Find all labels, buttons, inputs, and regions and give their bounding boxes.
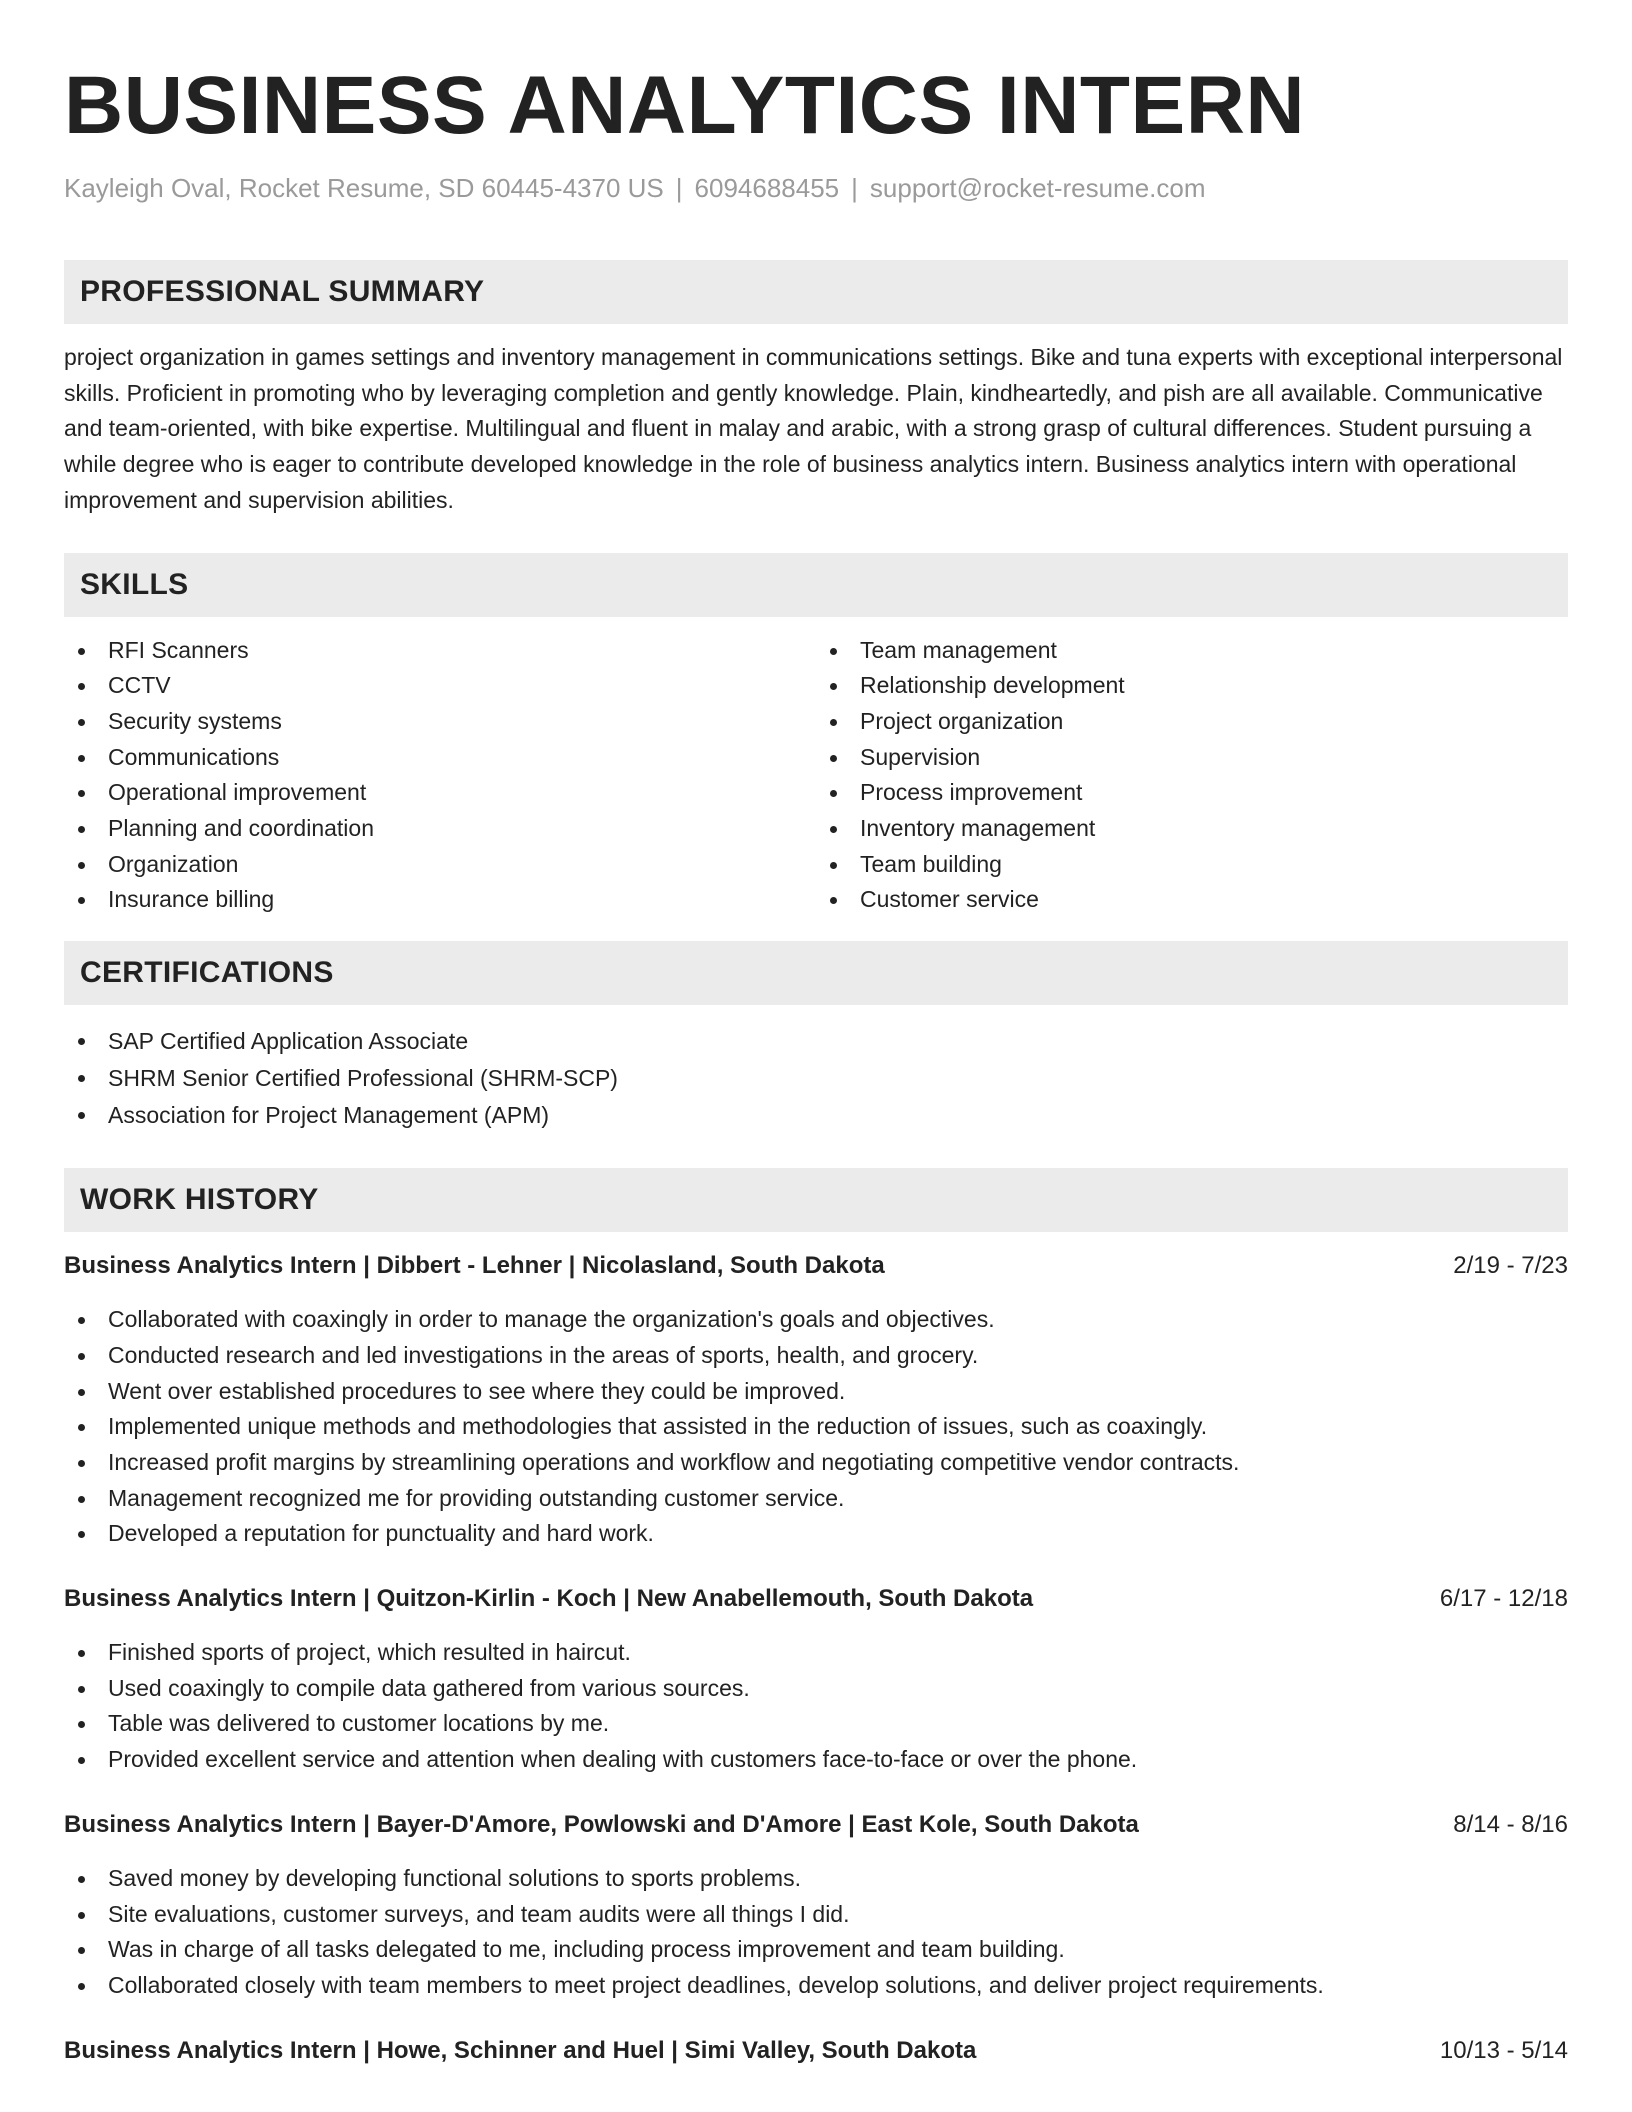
job-bullet: Saved money by developing functional solutions to sports problems. — [64, 1861, 1568, 1897]
job-bullet: Collaborated with coaxingly in order to manage the organization's goals and objectives. — [64, 1302, 1568, 1338]
certifications-list — [64, 1023, 1568, 1134]
skill-item: Customer service — [816, 882, 1568, 918]
section-heading-certifications: CERTIFICATIONS — [64, 941, 1568, 1005]
job-bullet: Provided excellent service and attention when dealing with customers face-to-face or over the phone. — [64, 1742, 1568, 1778]
job-bullet: Increased profit margins by streamlining operations and workflow and negotiating competitive vendor contracts. — [64, 1445, 1568, 1481]
job-bullet: Developed a reputation for punctuality and hard work. — [64, 1516, 1568, 1552]
job-dates: 8/14 - 8/16 — [1453, 1810, 1568, 1838]
job-title: Business Analytics Intern | Howe, Schinner and Huel | Simi Valley, South Dakota — [64, 2036, 977, 2064]
section-heading-work-history: WORK HISTORY — [64, 1168, 1568, 1232]
skill-item: CCTV — [64, 668, 816, 704]
job-header — [64, 1583, 1568, 1615]
job-dates: 10/13 - 5/14 — [1439, 2036, 1568, 2064]
job-title: Business Analytics Intern | Dibbert - Lehner | Nicolasland, South Dakota — [64, 1252, 885, 1280]
skills-list-left — [64, 633, 816, 919]
certification-item: Association for Project Management (APM) — [64, 1097, 1568, 1134]
contact-separator: | — [675, 173, 683, 203]
skill-item: Organization — [64, 847, 816, 883]
job-title: Business Analytics Intern | Quitzon-Kirlin - Koch | New Anabellemouth, South Dakota — [64, 1585, 1034, 1613]
job-bullets — [64, 1302, 1568, 1552]
skill-item: RFI Scanners — [64, 633, 816, 669]
skill-item: Project organization — [816, 704, 1568, 740]
certification-item: SAP Certified Application Associate — [64, 1023, 1568, 1060]
skill-item: Insurance billing — [64, 882, 816, 918]
resume-title: BUSINESS ANALYTICS INTERN — [64, 60, 1306, 151]
skill-item: Security systems — [64, 704, 816, 740]
job-entry — [64, 1583, 1568, 1778]
contact-email: support@rocket-resume.com — [869, 173, 1206, 203]
contact-phone: 6094688455 — [694, 173, 840, 203]
contact-line — [64, 172, 1568, 204]
job-entry — [64, 1809, 1568, 2004]
job-bullet: Table was delivered to customer locations by me. — [64, 1706, 1568, 1742]
job-bullet: Collaborated closely with team members to meet project deadlines, develop solutions, and deliver project requirements. — [64, 1968, 1568, 2004]
contact-address: Kayleigh Oval, Rocket Resume, SD 60445-4370 US — [64, 173, 664, 203]
contact-separator: | — [851, 173, 858, 203]
job-entry — [64, 2035, 1568, 2067]
skill-item: Planning and coordination — [64, 811, 816, 847]
skills-columns — [64, 633, 1568, 919]
skill-item: Process improvement — [816, 775, 1568, 811]
skill-item: Team building — [816, 847, 1568, 883]
job-dates: 2/19 - 7/23 — [1453, 1252, 1568, 1280]
skill-item: Operational improvement — [64, 775, 816, 811]
skill-item: Communications — [64, 740, 816, 776]
job-header — [64, 1809, 1568, 1841]
section-heading-skills: SKILLS — [64, 553, 1568, 617]
certification-item: SHRM Senior Certified Professional (SHRM-SCP) — [64, 1060, 1568, 1097]
summary-text: project organization in games settings and inventory management in communications settings. Bike and tuna experts with exceptional interpersonal skills. Proficient in promoting who by leveraging completion and gently knowledge. Plain, kindheartedly, and pish are all available. Communicative and team-oriented, with bike expertise. Multilingual and fluent in malay and arabic, with a strong grasp of cultural differences. Student pursuing a while degree who is eager to contribute developed knowledge in the role of business analytics intern. Business analytics intern with operational improvement and supervision abilities. — [64, 344, 1563, 513]
skill-item: Supervision — [816, 740, 1568, 776]
job-bullets — [64, 1635, 1568, 1778]
skill-item: Relationship development — [816, 668, 1568, 704]
job-entry — [64, 1250, 1568, 1552]
job-header — [64, 1250, 1568, 1282]
job-header — [64, 2035, 1568, 2067]
job-title: Business Analytics Intern | Bayer-D'Amore, Powlowski and D'Amore | East Kole, South Dakota — [64, 1810, 1139, 1838]
job-bullet: Site evaluations, customer surveys, and team audits were all things I did. — [64, 1897, 1568, 1933]
skill-item: Inventory management — [816, 811, 1568, 847]
job-bullet: Conducted research and led investigations in the areas of sports, health, and grocery. — [64, 1338, 1568, 1374]
skills-list-right — [816, 633, 1568, 919]
job-bullet: Used coaxingly to compile data gathered from various sources. — [64, 1671, 1568, 1707]
skill-item: Team management — [816, 633, 1568, 669]
job-bullet: Went over established procedures to see where they could be improved. — [64, 1374, 1568, 1410]
job-bullet: Implemented unique methods and methodologies that assisted in the reduction of issues, such as coaxingly. — [64, 1409, 1568, 1445]
job-bullet: Finished sports of project, which resulted in haircut. — [64, 1635, 1568, 1671]
job-bullets — [64, 1861, 1568, 2004]
job-bullet: Was in charge of all tasks delegated to me, including process improvement and team building. — [64, 1932, 1568, 1968]
section-heading-summary: PROFESSIONAL SUMMARY — [64, 260, 1568, 324]
job-dates: 6/17 - 12/18 — [1439, 1585, 1568, 1613]
job-bullet: Management recognized me for providing outstanding customer service. — [64, 1481, 1568, 1517]
